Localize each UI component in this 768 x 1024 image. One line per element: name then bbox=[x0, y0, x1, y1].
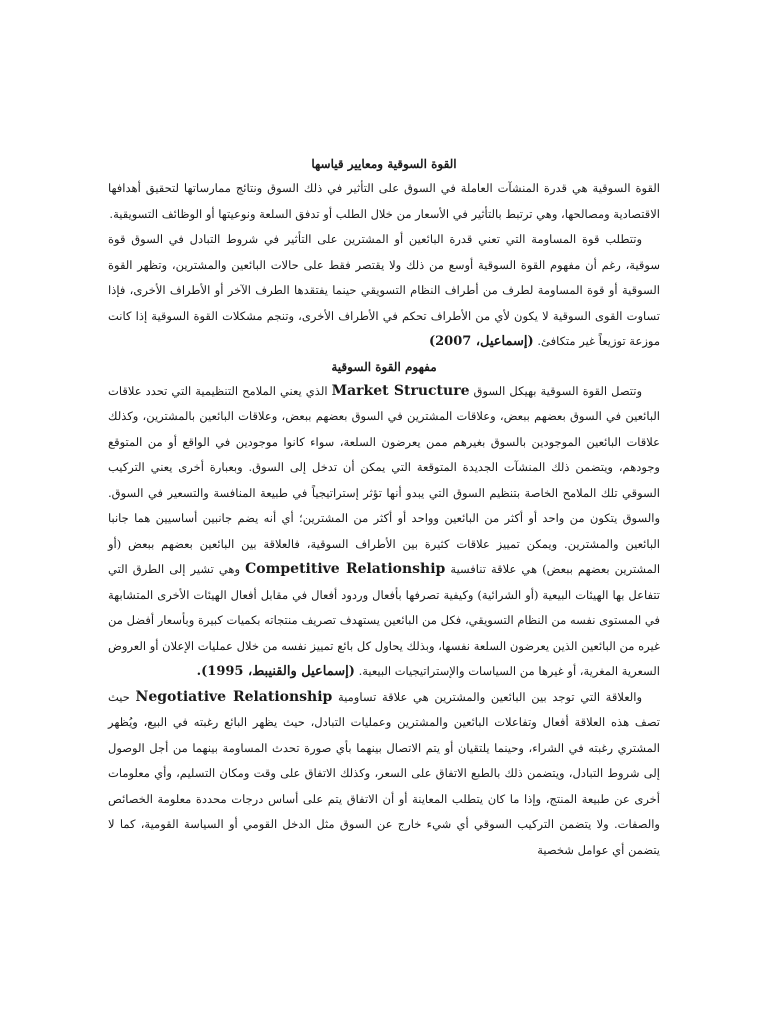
english-term: Market Structure bbox=[331, 382, 470, 399]
citation: (إسماعيل، 2007) bbox=[428, 334, 534, 349]
english-term: Competitive Relationship bbox=[245, 561, 446, 577]
document-title: القوة السوقية ومعايير قياسها bbox=[311, 157, 457, 171]
paragraph-text: وتتصل القوة السوقية بهيكل السوق bbox=[473, 383, 643, 398]
paragraph-bargaining-power bbox=[108, 227, 660, 355]
citation: (إسماعيل والقنيبط، 1995). bbox=[196, 664, 355, 679]
paragraph-market-power-definition bbox=[108, 176, 660, 227]
paragraph-text: القوة السوقية هي قدرة المنشآت العاملة في السوق على التأثير في ذلك السوق ونتائج ممارساتها لتحقيق أهدافها الاقتصادية ومصالحها، وهي ترتبط بالتأثير في الأسعار من خلال الطلب أو تدفق السلعة ونوعيتها أو الوظائف التسويقية. bbox=[108, 181, 660, 221]
paragraph-text: حيث تصف هذه العلاقة أفعال وتفاعلات البائعين والمشترين وعمليات التبادل، حيث يظهر البائع رغبته في البيع، ويُظهر المشتري رغبته في الشراء، وحينما يلتقيان أو يتم الاتصال بينهما بأي صورة تحدث المساومة بينهما من أجل الوصول إلى شروط التبادل، ويتضمن ذلك بالطبع الاتفاق على السعر، وكذلك الاتفاق على وقت ومكان التسليم، وأي معلومات أخرى عن طبيعة المنتج، وإذا ما كان يتطلب المعاينة أو أن الاتفاق يتم على أساس درجات محددة معلومة الخصائص والصفات. ولا يتضمن التركيب السوقي أي شيء خارج عن السوق مثل الدخل القومي أو السياسة القومية، كما لا يتضمن أي عوامل شخصية bbox=[108, 689, 660, 857]
paragraph-market-structure bbox=[108, 379, 660, 685]
paragraph-text: والعلاقة التي توجد بين البائعين والمشترين هي علاقة تساومية bbox=[338, 689, 643, 704]
english-term: Negotiative Relationship bbox=[135, 688, 333, 705]
paragraph-negotiative-relationship bbox=[108, 685, 660, 864]
paragraph-text: الذي يعني الملامح التنظيمية التي تحدد علاقات البائعين في السوق بعضهم ببعض، وعلاقات المشترين في السوق بعضهم ببعض، وعلاقات البائعين بالمشترين، وكذلك علاقات البائعين الموجودين بالسوق بغيرهم ممن يعرضون السلعة، سواء كانوا موجودين في الواقع أو من المتوقع وجودهم، ويتضمن ذلك المنشآت الجديدة المتوقعة التي يمكن أن تدخل إلى السوق. وبعبارة أخرى يعني التركيب السوقي تلك الملامح الخاصة بتنظيم السوق التي يبدو أنها تؤثر إستراتيجياً في طبيعة المنافسة والتسعير في السوق. والسوق يتكون من واحد أو أكثر من البائعين وواحد أو أكثر من المشترين؛ أي أنه يضم جانبين أساسيين هما جانبا البائعين والمشترين. ويمكن تمييز علاقات كثيرة بين الأطراف السوقية، فالعلاقة بين البائعين بعضهم ببعض (أو المشترين بعضهم ببعض) هي علاقة تنافسية bbox=[108, 383, 661, 576]
document-body bbox=[108, 152, 660, 863]
paragraph-text: وتتطلب قوة المساومة التي تعني قدرة البائعين أو المشترين على التأثير في شروط التبادل في السوق قوة سوقية، رغم أن مفهوم القوة السوقية أوسع من ذلك ولا يقتصر فقط على حالات البائعين والمشترين، وتظهر القوة السوقية أو قوة المساومة لطرف من أطراف النظام التسويقي حينما يفتقدها الطرف الآخر أو الأطراف الأخرى، فإذا تساوت القوى السوقية لا يكون لأي من الأطراف تحكم في الأطراف الأخرى، وتنجم مشكلات القوة السوقية إذا كانت موزعة توزيعاً غير متكافئ. bbox=[108, 232, 660, 348]
section-subtitle: مفهوم القوة السوقية bbox=[331, 359, 437, 374]
paragraph-text: وهي تشير إلى الطرق التي تتفاعل بها الهيئات البيعية (أو الشرائية) وكيفية تصرفها بأفعال وردود أفعال في مقابل أفعال الهيئات الأخرى المتشابهة في المستوى نفسه من النظام التسويقي، فكل من البائعين يستهدف تصريف منتجاته بكميات كبيرة وبأسعار أفضل من غيره من البائعين الذين يعرضون السلعة نفسها، وبذلك يحاول كل بائع تمييز نفسه من خلال عمليات الإعلان أو العروض السعرية المغرية، أو غيرها من السياسات والإستراتيجيات البيعية. bbox=[108, 562, 660, 678]
